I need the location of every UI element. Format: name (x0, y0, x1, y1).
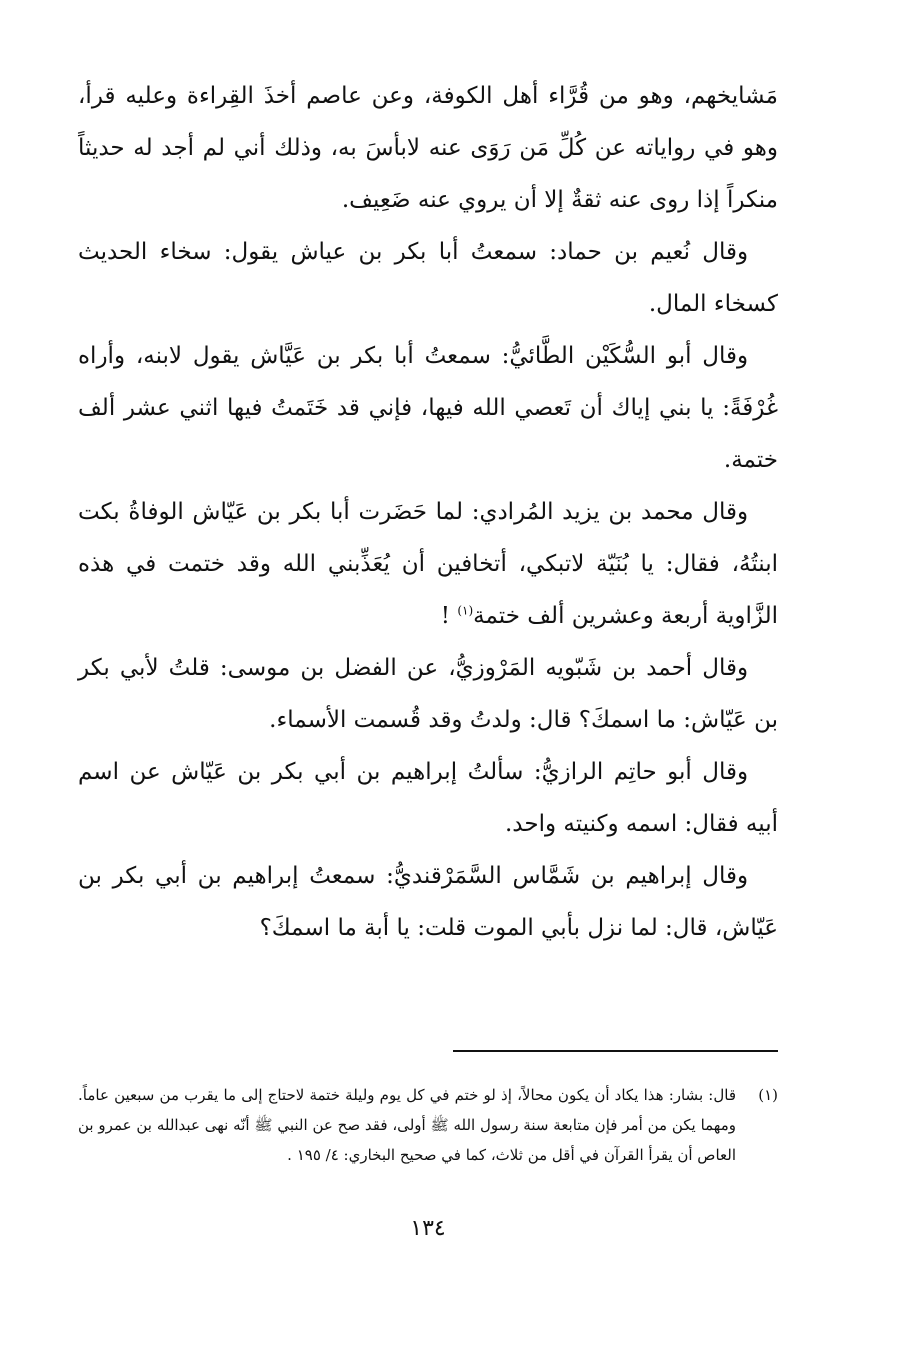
paragraph-4-text: وقال محمد بن يزيد المُرادي: لما حَضَرت أبا بكر بن عَيّاش الوفاةُ بكت ابنتُهُ، فقال: يا بُنَيّة لاتبكي، أتخافين أن يُعَذِّبني الله وقد ختمت في هذه الزَّاوية أربعة وعشرين ألف ختمة (78, 499, 778, 629)
paragraph-5: وقال أحمد بن شَبّويه المَرْوزيُّ، عن الفضل بن موسى: قلتُ لأبي بكر بن عَيّاش: ما اسمكَ؟ قال: ولدتُ وقد قُسمت الأسماء. (78, 655, 778, 733)
paragraph-2: وقال نُعيم بن حماد: سمعتُ أبا بكر بن عياش يقول: سخاء الحديث كسخاء المال. (78, 239, 778, 317)
footnote-number: (١) (758, 1086, 778, 1104)
page-number: ١٣٤ (410, 1216, 446, 1241)
book-page (78, 70, 778, 1241)
footnote (78, 1080, 778, 1170)
paragraph-4-tail: ! (440, 603, 451, 629)
paragraph-4 (78, 486, 778, 642)
footnote-divider (453, 1050, 778, 1052)
main-text (78, 70, 778, 954)
paragraph-7: وقال إبراهيم بن شَمَّاس السَّمَرْقنديُّ: سمعتُ إبراهيم بن أبي بكر بن عَيّاش، قال: لما نزل بأبي الموت قلت: يا أبة ما اسمكَ؟ (78, 863, 778, 941)
paragraph-1: مَشايخهم، وهو من قُرَّاء أهل الكوفة، وعن عاصم أخذَ القِراءة وعليه قرأ، وهو في رواياته عن كُلِّ مَن رَوَى عنه لابأسَ به، وذلك أني لم أجد له حديثاً منكراً إذا روى عنه ثقةٌ إلا أن يروي عنه ضَعِيف. (78, 83, 778, 213)
paragraph-3: وقال أبو السُّكَيْن الطَّائيُّ: سمعتُ أبا بكر بن عَيَّاش يقول لابنه، وأراه غُرْفَةً: يا بني إياك أن تَعصي الله فيها، فإني قد خَتَمتُ فيها اثني عشر ألف ختمة. (78, 343, 778, 473)
footnote-text: قال: بشار: هذا يكاد أن يكون محالاً، إذ لو ختم في كل يوم وليلة ختمة لاحتاج إلى ما يقرب من سبعين عاماً. ومهما يكن من أمر فإن متابعة سنة رسول الله ﷺ أولى، فقد صح عن النبي ﷺ أنّه نهى عبدالله بن عمرو بن العاص أن يقرأ القرآن في أقل من ثلاث، كما في صحيح البخاري: ٤/ ١٩٥ . (78, 1086, 736, 1164)
paragraph-6: وقال أبو حاتِم الرازيُّ: سألتُ إبراهيم بن أبي بكر بن عَيّاش عن اسم أبيه فقال: اسمه وكنيته واحد. (78, 759, 778, 837)
footnote-reference[interactable]: (١) (457, 603, 474, 618)
